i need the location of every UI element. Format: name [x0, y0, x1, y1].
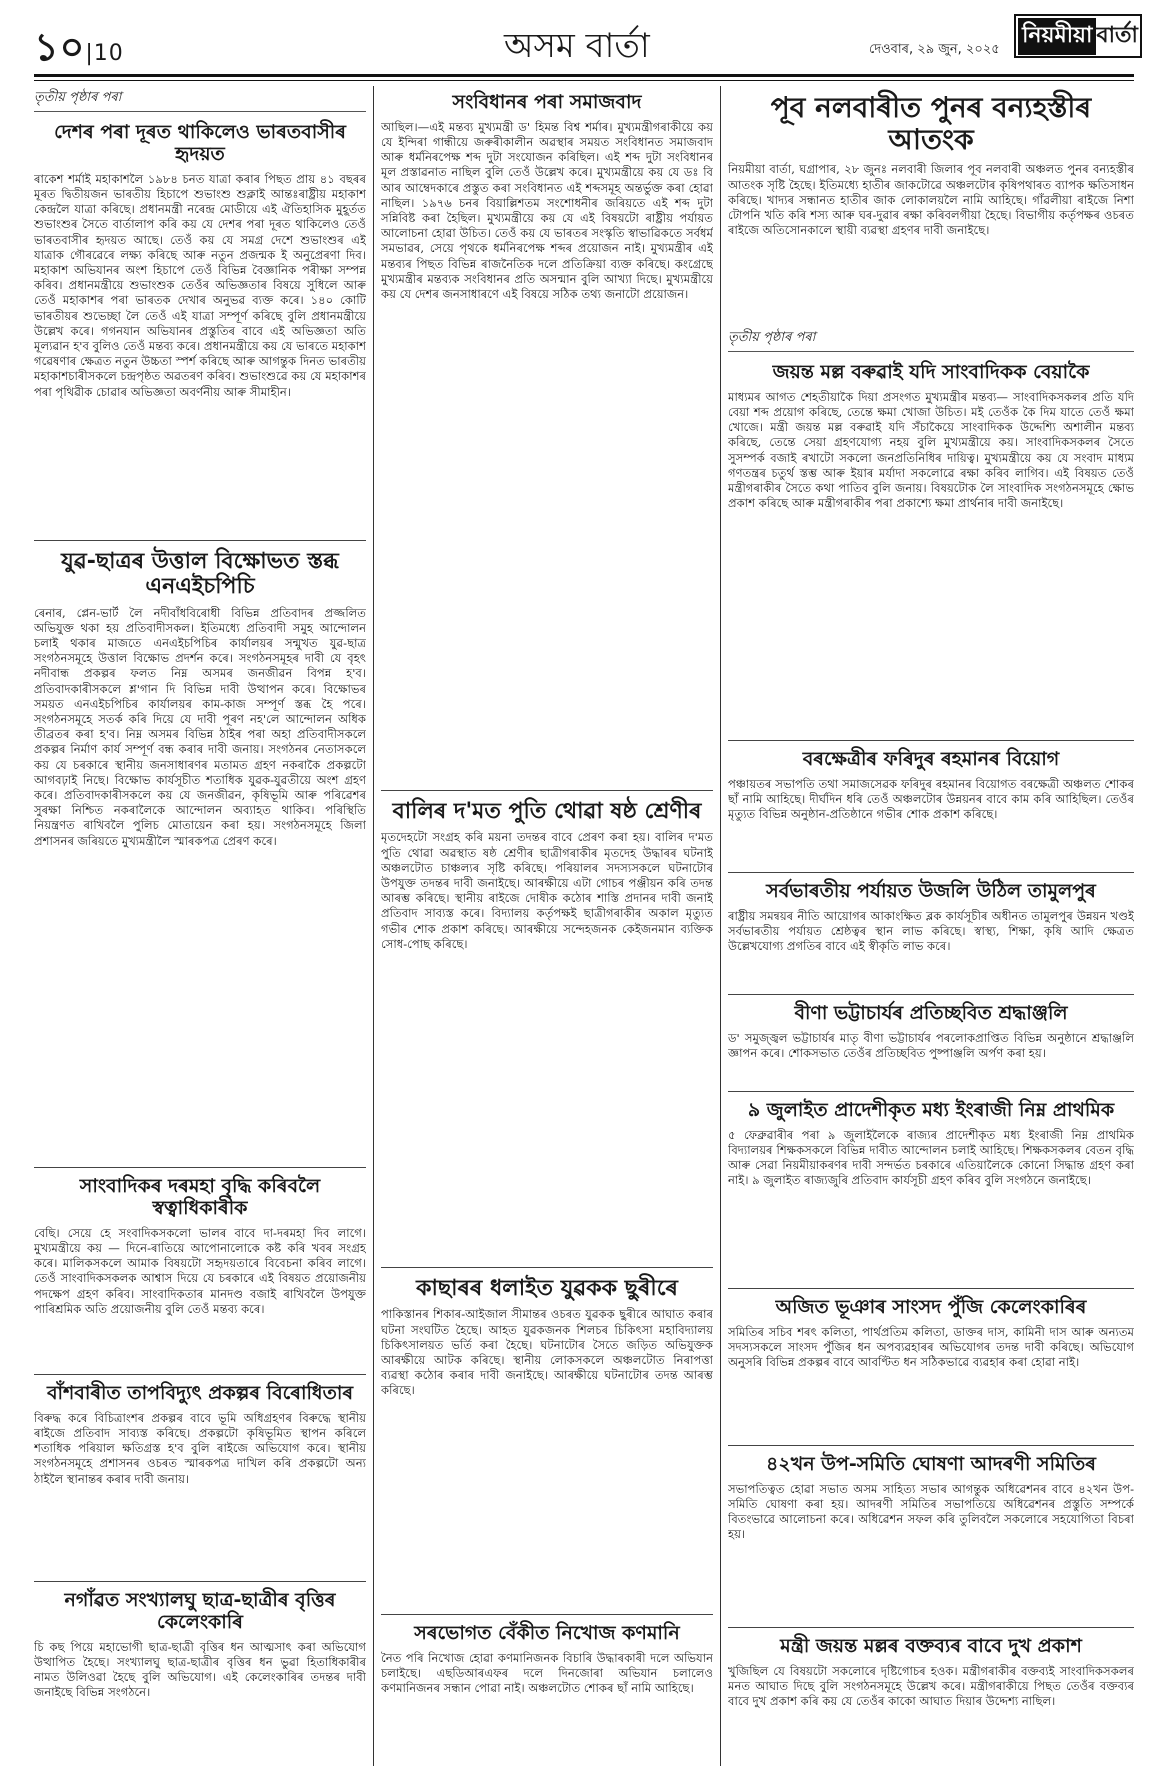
headline: দেশৰ পৰা দূৰত থাকিলেও ভাৰতবাসীৰ হৃদয়ত [54, 121, 346, 165]
article-4 [728, 872, 1134, 990]
headline: জয়ন্ত মল্ল বৰুৱাই যদি সাংবাদিকক বেয়াকৈ [772, 361, 1090, 383]
masthead-rule-thin [34, 80, 1134, 81]
article-body: ৰাষ্ট্ৰীয় সমন্বয়ৰ নীতি আয়োগৰ আকাংক্ষিত ব্লক কাৰ্যসূচীৰ অধীনত তামুলপুৰ উন্নয়ন খণ্ডই সৰ্বভাৰতীয় পৰ্যায়ত শ্ৰেষ্ঠত্বৰ স্থান লাভ কৰিছে। স্বাস্থ্য, শিক্ষা, কৃষি আদি ক্ষেত্ৰত উল্লেখযোগ্য প্ৰগতিৰ বাবে এই স্বীকৃতি লাভ কৰে। [728, 908, 1134, 954]
masthead [34, 14, 1138, 74]
headline: অজিত ভূঞাৰ সাংসদ পুঁজি কেলেংকাৰিৰ [775, 1296, 1087, 1318]
article-body: সভাপতিত্বত হোৱা সভাত অসম সাহিত্য সভাৰ আগন্তুক অধিৱেশনৰ বাবে ৪২খন উপ-সমিতি ঘোষণা কৰা হয়। আদৰণী সমিতিৰ সভাপতিয়ে অধিৱেশনৰ প্ৰস্তুতি সম্পৰ্কে বিতংভাৱে আলোচনা কৰে। অধিৱেশন সফল কৰি তুলিবলৈ সকলোৰে সহযোগিতা বিচৰা হয়। [728, 1481, 1134, 1542]
headline: মন্ত্ৰী জয়ন্ত মল্লৰ বক্তব্যৰ বাবে দুখ প্ৰকাশ [780, 1635, 1082, 1657]
headline: নগাঁৱত সংখ্যালঘু ছাত্ৰ-ছাত্ৰীৰ বৃত্তিৰ কেলেংকাৰি [64, 1589, 336, 1633]
headline: সংবিধানৰ পৰা সমাজবাদ [452, 91, 642, 113]
headline: ৪২খন উপ-সমিতি ঘোষণা আদৰণী সমিতিৰ [766, 1453, 1096, 1475]
continuation-label: তৃতীয় পৃষ্ঠাৰ পৰা [728, 326, 1134, 352]
article-3 [728, 740, 1134, 868]
continuation-label: তৃতীয় পৃষ্ঠাৰ পৰা [34, 86, 366, 112]
article-body: চি কছ পিয়ে মহাভোগী ছাত্ৰ-ছাত্ৰী বৃত্তিৰ ধন আত্মসাৎ কৰা অভিযোগ উত্থাপিত হৈছে। সংখ্যালঘু ছাত্ৰ-ছাত্ৰীৰ বৃত্তিৰ ধন ভুৱা হিতাধিকাৰীৰ নামত উলিওৱা হৈছে বুলি অভিযোগ। এই কেলেংকাৰিৰ তদন্তৰ দাবী জনাইছে বিভিন্ন সংগঠনে। [34, 1639, 366, 1700]
paper-name: অসম বাৰ্তা [504, 26, 650, 66]
article-body: পঞ্চায়তৰ সভাপতি তথা সমাজসেৱক ফৰিদুৰ ৰহমানৰ বিয়োগত বৰক্ষেত্ৰী অঞ্চলত শোকৰ ছাঁ নামি আহিছে। দীৰ্ঘদিন ধৰি তেওঁ অঞ্চলটোৰ উন্নয়নৰ বাবে কাম কৰি আহিছিল। তেওঁৰ মৃত্যুত বিভিন্ন অনুষ্ঠান-প্ৰতিষ্ঠানে গভীৰ শোক প্ৰকাশ কৰিছে। [728, 776, 1134, 822]
article-1 [34, 116, 366, 536]
article-5 [34, 1581, 366, 1754]
logo [1014, 14, 1142, 58]
date-line: দেওবাৰ, ২৯ জুন, ২০২৫ [869, 42, 1000, 57]
article-2 [34, 540, 366, 1163]
article-body: ৰেনাৰ, প্লেন-ভাৰ্ট লৈ নদীবাঁধবিৰোধী বিভিন্ন প্ৰতিবাদৰ প্ৰজ্জলিত অভিযুক্ত থকা হয় প্ৰতিবাদীসকল। ইতিমধ্যে প্ৰতিবাদী সমুহ আন্দোলন চলাই থকাৰ মাজতে এনএইচপিচিৰ কাৰ্যালয়ৰ সন্মুখত যুৱ-ছাত্ৰ সংগঠনসমূহে উত্তাল বিক্ষোভ প্ৰদৰ্শন কৰে। সংগঠনসমূহৰ দাবী যে বৃহৎ নদীবান্ধ প্ৰকল্পৰ ফলত নিম্ন অসমৰ জনজীৱন বিপন্ন হ'ব। প্ৰতিবাদকাৰীসকলে শ্ল'গান দি বিভিন্ন দাবী উত্থাপন কৰে। বিক্ষোভৰ সময়ত এনএইচপিচিৰ কাৰ্যালয়ৰ কাম-কাজ সম্পূৰ্ণ স্তব্ধ হৈ পৰে। সংগঠনসমূহে সতৰ্ক কৰি দিয়ে যে দাবী পূৰণ নহ'লে আন্দোলন অধিক তীব্ৰতৰ কৰা হ'ব। নিম্ন অসমৰ বিভিন্ন ঠাইৰ পৰা অহা প্ৰতিবাদীসকলে প্ৰকল্পৰ নিৰ্মাণ কাৰ্য সম্পূৰ্ণ বন্ধ কৰাৰ দাবী জনায়। সংগঠনৰ নেতাসকলে কয় যে চৰকাৰে স্থানীয় জনসাধাৰণৰ মতামত গ্ৰহণ নকৰাকৈ প্ৰকল্পটো আগবঢ়াই নিছে। বিক্ষোভ কাৰ্যসূচীত শতাধিক যুৱক-যুৱতীয়ে অংশ গ্ৰহণ কৰে। প্ৰতিবাদকাৰীসকলে কয় যে জনজীৱন, কৃষিভূমি আৰু পৰিৱেশৰ সুৰক্ষা নিশ্চিত নকৰালৈকে আন্দোলন অব্যাহত থাকিব। পৰিস্থিতি নিয়ন্ত্ৰণত ৰাখিবলৈ পুলিচ মোতায়েন কৰা হয়। সংগঠনসমূহে জিলা প্ৰশাসনৰ জৰিয়তে মুখ্যমন্ত্ৰীলৈ স্মাৰকপত্ৰ প্ৰেৰণ কৰে। [34, 605, 366, 848]
headline: পূব নলবাৰীত পুনৰ বন্যহস্তীৰ আতংক [770, 91, 1092, 157]
article-body: ড' সমুজ্জ্বল ভট্টাচাৰ্যৰ মাতৃ বীণা ভট্টাচাৰ্যৰ পৰলোকপ্ৰাপ্তিত বিভিন্ন অনুষ্ঠানে শ্ৰদ্ধাঞ্জলি জ্ঞাপন কৰে। শোকসভাত তেওঁৰ প্ৰতিচ্ছবিত পুষ্পাঞ্জলি অৰ্পণ কৰা হয়। [728, 1030, 1134, 1061]
headline: যুৱ-ছাত্ৰৰ উত্তাল বিক্ষোভত স্তব্ধ এনএইচপিচি [61, 549, 339, 600]
headline: সৰভোগত বেঁকীত নিখোজ কণমানি [414, 1622, 680, 1644]
article-3 [381, 1267, 713, 1610]
article-body: নৈত পৰি নিখোজ হোৱা কণমানিজনক বিচাৰি উদ্ধাৰকাৰী দলে অভিযান চলাইছে। এছডিআৰএফৰ দলে দিনজোৰা অভিযান চলালেও কণমানিজনৰ সন্ধান পোৱা নাই। অঞ্চলটোত শোকৰ ছাঁ নামি আহিছে। [381, 1650, 713, 1696]
headline: ৯ জুলাইত প্ৰাদেশীকৃত মধ্য ইংৰাজী নিম্ন প্ৰাথমিক [747, 1099, 1115, 1121]
article-body: ৰাকেশ শৰ্মাই মহাকাশলৈ ১৯৮৪ চনত যাত্ৰা কৰাৰ পিছত প্ৰায় ৪১ বছৰৰ মূৰত দ্বিতীয়জন ভাৰতীয় হিচাপে শুভাংশু শুক্লাই আন্তঃৰাষ্ট্ৰীয় মহাকাশ কেন্দ্ৰলৈ যাত্ৰা কৰিছে। প্ৰধানমন্ত্ৰী নৰেন্দ্ৰ মোডীয়ে এই ঐতিহাসিক মুহূৰ্তত শুভাংশুৰ সৈতে বাৰ্তালাপ কৰি কয় যে দেশৰ পৰা দূৰত থাকিলেও তেওঁ ভাৰতবাসীৰ হৃদয়ত আছে। তেওঁ কয় যে সমগ্ৰ দেশে শুভাংশুৰ এই যাত্ৰাক গৌৰৱেৰে লক্ষ্য কৰিছে আৰু নতুন প্ৰজন্মক ই অনুপ্ৰেৰণা দিব। মহাকাশ অভিযানৰ অংশ হিচাপে তেওঁ বিভিন্ন বৈজ্ঞানিক পৰীক্ষা সম্পন্ন কৰিব। প্ৰধানমন্ত্ৰীয়ে শুভাংশুক তেওঁৰ অভিজ্ঞতাৰ বিষয়ে সুধিলে আৰু তেওঁ মহাকাশৰ পৰা ভাৰতক দেখাৰ অনুভৱ ব্যক্ত কৰে। ১৪০ কোটি ভাৰতীয়ৰ শুভেচ্ছা লৈ তেওঁ এই যাত্ৰা সম্পূৰ্ণ কৰিছে বুলি প্ৰধানমন্ত্ৰীয়ে উল্লেখ কৰে। গগনযান অভিযানৰ প্ৰস্তুতিৰ বাবে এই অভিজ্ঞতা অতি মূল্যৱান হ'ব বুলিও তেওঁ মন্তব্য কৰে। প্ৰধানমন্ত্ৰীয়ে কয় যে ভাৰতে মহাকাশ গৱেষণাৰ ক্ষেত্ৰত নতুন উচ্চতা স্পৰ্শ কৰিছে আৰু আগন্তুক দিনত ভাৰতীয় মহাকাশচাৰীসকলে চন্দ্ৰপৃষ্ঠত অৱতৰণ কৰিব। শুভাংশুৱে কয় যে মহাকাশৰ পৰা পৃথিৱীক চোৱাৰ অভিজ্ঞতা অবৰ্ণনীয় আৰু সীমাহীন। [34, 171, 366, 399]
article-1 [728, 86, 1134, 326]
column-3 [728, 86, 1134, 1766]
article-8 [728, 1445, 1134, 1623]
headline: বীণা ভট্টাচাৰ্যৰ প্ৰতিচ্ছবিত শ্ৰদ্ধাঞ্জলি [794, 1002, 1068, 1024]
logo-part-2: বাৰ্তা [1096, 22, 1138, 48]
article-body: মৃতদেহটো সংগ্ৰহ কৰি ময়না তদন্তৰ বাবে প্ৰেৰণ কৰা হয়। বালিৰ দ'মত পুতি থোৱা অৱস্থাত ষষ্ঠ শ্ৰেণীৰ ছাত্ৰীগৰাকীৰ মৃতদেহ উদ্ধাৰৰ ঘটনাই অঞ্চলটোত চাঞ্চল্যৰ সৃষ্টি কৰিছে। পৰিয়ালৰ সদস্যসকলে ঘটনাটোৰ উপযুক্ত তদন্তৰ দাবী জনাইছে। আৰক্ষীয়ে এটা গোচৰ পঞ্জীয়ন কৰি তদন্ত আৰম্ভ কৰিছে। স্থানীয় ৰাইজে দোষীক কঠোৰ শাস্তি প্ৰদানৰ দাবী জনাই প্ৰতিবাদ সাব্যস্ত কৰে। বিদ্যালয় কৰ্তৃপক্ষই ছাত্ৰীগৰাকীৰ অকাল মৃত্যুত গভীৰ শোক প্ৰকাশ কৰিছে। আৰক্ষীয়ে সন্দেহজনক কেইজনমান ব্যক্তিক সোধ-পোছ কৰিছে। [381, 830, 713, 951]
article-9 [728, 1627, 1134, 1750]
page-number-latin: |10 [85, 41, 124, 66]
headline: সাংবাদিকৰ দৰমহা বৃদ্ধি কৰিবলৈ স্বত্বাধিকাৰীক [79, 1175, 321, 1219]
article-1 [381, 86, 713, 786]
headline: সৰ্বভাৰতীয় পৰ্যায়ত উজলি উঠিল তামুলপুৰ [766, 880, 1096, 902]
column-divider [720, 86, 721, 1766]
headline: বৰক্ষেত্ৰীৰ ফৰিদুৰ ৰহমানৰ বিয়োগ [802, 748, 1060, 770]
article-body: বিৰুদ্ধ কৰে বিচিত্ৰাংশৰ প্ৰকল্পৰ বাবে ভূমি অধিগ্ৰহণৰ বিৰুদ্ধে স্থানীয় ৰাইজে প্ৰতিবাদ সাব্যস্ত কৰিছে। প্ৰকল্পটো কৃষিভূমিত স্থাপন কৰিলে শতাধিক পৰিয়াল ক্ষতিগ্ৰস্ত হ'ব বুলি ৰাইজে অভিযোগ কৰে। স্থানীয় সংগঠনসমূহে প্ৰশাসনৰ ওচৰত স্মাৰকপত্ৰ দাখিল কৰি প্ৰকল্পটো অন্য ঠাইলৈ স্থানান্তৰ কৰাৰ দাবী জনায়। [34, 1410, 366, 1486]
article-2 [381, 790, 713, 1263]
page-number-bengali: ১০ [34, 25, 86, 69]
article-body: সমিতিৰ সচিব শৰৎ কলিতা, পাৰ্থপ্ৰতিম কলিতা, ডাক্তৰ দাস, কামিনী দাস আৰু অন্যতম সদস্যসকলে সাংসদ পুঁজিৰ ধন অপব্যৱহাৰৰ অভিযোগৰ তদন্ত দাবী কৰিছে। অভিযোগ অনুসৰি বিভিন্ন প্ৰকল্পৰ বাবে আবণ্টিত ধন সঠিকভাৱে ব্যৱহাৰ কৰা হোৱা নাই। [728, 1324, 1134, 1370]
article-body: বেছি। সেয়ে হে সংবাদিকসকলো ভালৰ বাবে দা-দৰমহা দিব লাগে। মুখ্যমন্ত্ৰীয়ে কয় — দিনে-ৰাতিয়ে আপোনালোকে কষ্ট কৰি খবৰ সংগ্ৰহ কৰে। মালিকসকলে আমাক বিষয়টো সহৃদয়তাৰে বিবেচনা কৰিব লাগে। তেওঁ সাংবাদিকসকলক আশ্বাস দিয়ে যে চৰকাৰে এই বিষয়ত প্ৰয়োজনীয় পদক্ষেপ গ্ৰহণ কৰিব। সাংবাদিকতাৰ মানদণ্ড বজাই ৰাখিবলৈ উপযুক্ত পাৰিশ্ৰমিক অতি প্ৰয়োজনীয় বুলি তেওঁ মন্তব্য কৰে। [34, 1225, 366, 1316]
article-body: আছিল।—এই মন্তব্য মুখ্যমন্ত্ৰী ড' হিমন্ত বিশ্ব শৰ্মাৰ। মুখ্যমন্ত্ৰীগৰাকীয়ে কয় যে ইন্দিৰা গান্ধীয়ে জৰুৰীকালীন অৱস্থাৰ সময়ত সংবিধানত সমাজবাদ আৰু ধৰ্মনিৰপেক্ষ শব্দ দুটা সংযোজন কৰিছিল। এই শব্দ দুটা সংবিধানৰ মূল প্ৰস্তাৱনাত নাছিল বুলি তেওঁ উল্লেখ কৰে। মুখ্যমন্ত্ৰীয়ে কয় যে ডঃ বি আৰ আম্বেদকাৰে প্ৰস্তুত কৰা সংবিধানত এই শব্দসমূহ অন্তৰ্ভুক্ত কৰা হোৱা নাছিল। ১৯৭৬ চনৰ বিয়াল্লিশতম সংশোধনীৰ জৰিয়তে এই শব্দ দুটা সন্নিবিষ্ট কৰা হৈছিল। মুখ্যমন্ত্ৰীয়ে কয় যে এই বিষয়টো ৰাষ্ট্ৰীয় পৰ্যায়ত আলোচনা হোৱা উচিত। তেওঁ কয় যে ভাৰতৰ সংস্কৃতি স্বাভাৱিকতে সৰ্বধৰ্ম সমভাৱৰ, সেয়ে পৃথকে ধৰ্মনিৰপেক্ষ শব্দৰ প্ৰয়োজন নাই। মুখ্যমন্ত্ৰীৰ এই মন্তব্যৰ পিছত বিভিন্ন ৰাজনৈতিক দলে প্ৰতিক্ৰিয়া ব্যক্ত কৰিছে। কংগ্ৰেছে মুখ্যমন্ত্ৰীৰ মন্তব্যক সংবিধানৰ প্ৰতি অসন্মান বুলি আখ্যা দিছে। মুখ্যমন্ত্ৰীয়ে কয় যে দেশৰ জনসাধাৰণে এই বিষয়ে সঠিক তথ্য জনাটো প্ৰয়োজন। [381, 119, 713, 302]
article-body: পাকিস্তানৰ শিকাৰ-আইজাল সীমান্তৰ ওচৰত যুৱকক ছুৰীৰে আঘাত কৰাৰ ঘটনা সংঘটিত হৈছে। আহত যুৱকজনক শিলচৰ চিকিৎসা মহাবিদ্যালয় চিকিৎসালয়ত ভৰ্তি কৰা হৈছে। ঘটনাটোৰ সৈতে জড়িত অভিযুক্তক আৰক্ষীয়ে আটক কৰিছে। স্থানীয় লোকসকলে অঞ্চলটোত নিৰাপত্তা ব্যৱস্থা কঠোৰ কৰাৰ দাবী জনাইছে। আৰক্ষীয়ে ঘটনাটোৰ তদন্ত আৰম্ভ কৰিছে। [381, 1307, 713, 1398]
headline: বাঁশবাৰীত তাপবিদ্যুৎ প্ৰকল্পৰ বিৰোধিতাৰ [46, 1382, 354, 1404]
masthead-rule [34, 74, 1134, 77]
article-body: ৫ ফেব্ৰুৱাৰীৰ পৰা ৯ জুলাইলৈকে ৰাজ্যৰ প্ৰাদেশীকৃত মধ্য ইংৰাজী নিম্ন প্ৰাথমিক বিদ্যালয়ৰ শিক্ষকসকলে বিভিন্ন দাবীত আন্দোলন চলাই আহিছে। শিক্ষকসকলৰ বেতন বৃদ্ধি আৰু সেৱা নিয়মীয়াকৰণৰ দাবী সন্দৰ্ভত চৰকাৰে এতিয়ালৈকে কোনো সিদ্ধান্ত গ্ৰহণ কৰা নাই। ৯ জুলাইত ৰাজ্যজুৰি প্ৰতিবাদ কাৰ্যসূচী গ্ৰহণ কৰিব বুলি সংগঠনে জনাইছে। [728, 1127, 1134, 1188]
article-4 [381, 1614, 713, 1766]
column-1 [34, 86, 366, 1766]
article-5 [728, 994, 1134, 1087]
logo-part-1: নিয়মীয়া [1018, 18, 1096, 55]
article-2 [728, 356, 1134, 736]
article-6 [728, 1091, 1134, 1284]
article-7 [728, 1288, 1134, 1441]
column-divider [373, 86, 374, 1766]
column-2 [381, 86, 713, 1766]
article-body: নিয়মীয়া বাৰ্তা, ঘগ্ৰাপাৰ, ২৮ জুনঃ নলবাৰী জিলাৰ পূব নলবাৰী অঞ্চলত পুনৰ বন্যহস্তীৰ আতংক সৃষ্টি হৈছে। ইতিমধ্যে হাতীৰ জাকটোৱে অঞ্চলটোৰ কৃষিপথাৰত ব্যাপক ক্ষতিসাধন কৰিছে। খাদ্যৰ সন্ধানত হাতীৰ জাক লোকালয়লৈ নামি আহিছে। গাঁৱলীয়া ৰাইজে নিশা টোপনি খতি কৰি শস্য আৰু ঘৰ-দুৱাৰ ৰক্ষা কৰিবলগীয়া হৈছে। বিভাগীয় কৰ্তৃপক্ষৰ ওচৰত ৰাইজে অতিসোনকালে স্থায়ী ব্যৱস্থা গ্ৰহণৰ দাবী জনাইছে। [728, 162, 1134, 238]
article-body: মাধ্যমৰ আগত শেহতীয়াকৈ দিয়া প্ৰসংগত মুখ্যমন্ত্ৰীৰ মন্তব্য— সাংবাদিকসকলৰ প্ৰতি যদি বেয়া শব্দ প্ৰয়োগ কৰিছে, তেন্তে ক্ষমা খোজা উচিত। মই তেওঁক কৈ দিম যাতে তেওঁ ক্ষমা খোজে। মন্ত্ৰী জয়ন্ত মল্ল বৰুৱাই যদি সঁচাকৈয়ে সাংবাদিকক উদ্দেশ্যি অশালীন মন্তব্য কৰিছে, তেন্তে সেয়া গ্ৰহণযোগ্য নহয় বুলি মুখ্যমন্ত্ৰীয়ে কয়। সাংবাদিকসকলৰ সৈতে সুসম্পৰ্ক বজাই ৰখাটো সকলো জনপ্ৰতিনিধিৰ দায়িত্ব। মুখ্যমন্ত্ৰীয়ে কয় যে সংবাদ মাধ্যম গণতন্ত্ৰৰ চতুৰ্থ স্তম্ভ আৰু ইয়াৰ মৰ্যাদা সকলোৱে ৰক্ষা কৰিব লাগিব। এই বিষয়ত তেওঁ মন্ত্ৰীগৰাকীৰ সৈতে কথা পাতিব বুলি জনায়। বিষয়টোক লৈ সাংবাদিক সংগঠনসমূহে ক্ষোভ প্ৰকাশ কৰিছে আৰু মন্ত্ৰীগৰাকীৰ পৰা প্ৰকাশ্যে ক্ষমা প্ৰাৰ্থনাৰ দাবী জনাইছে। [728, 389, 1134, 511]
page-number [34, 18, 124, 82]
headline: কাছাৰৰ ধলাইত যুৱকক ছুৰীৰে [416, 1276, 678, 1301]
article-4 [34, 1374, 366, 1577]
article-body: খুজিছিল যে বিষয়টো সকলোৰে দৃষ্টিগোচৰ হওক। মন্ত্ৰীগৰাকীৰ বক্তব্যই সাংবাদিকসকলৰ মনত আঘাত দিছে বুলি সংগঠনসমূহে উল্লেখ কৰে। মন্ত্ৰীগৰাকীয়ে পিছত তেওঁৰ বক্তব্যৰ বাবে দুখ প্ৰকাশ কৰি কয় যে তেওঁৰ কাকো আঘাত দিয়াৰ উদ্দেশ্য নাছিল। [728, 1663, 1134, 1709]
article-3 [34, 1167, 366, 1370]
headline: বালিৰ দ'মত পুতি থোৱা ষষ্ঠ শ্ৰেণীৰ [392, 799, 702, 824]
